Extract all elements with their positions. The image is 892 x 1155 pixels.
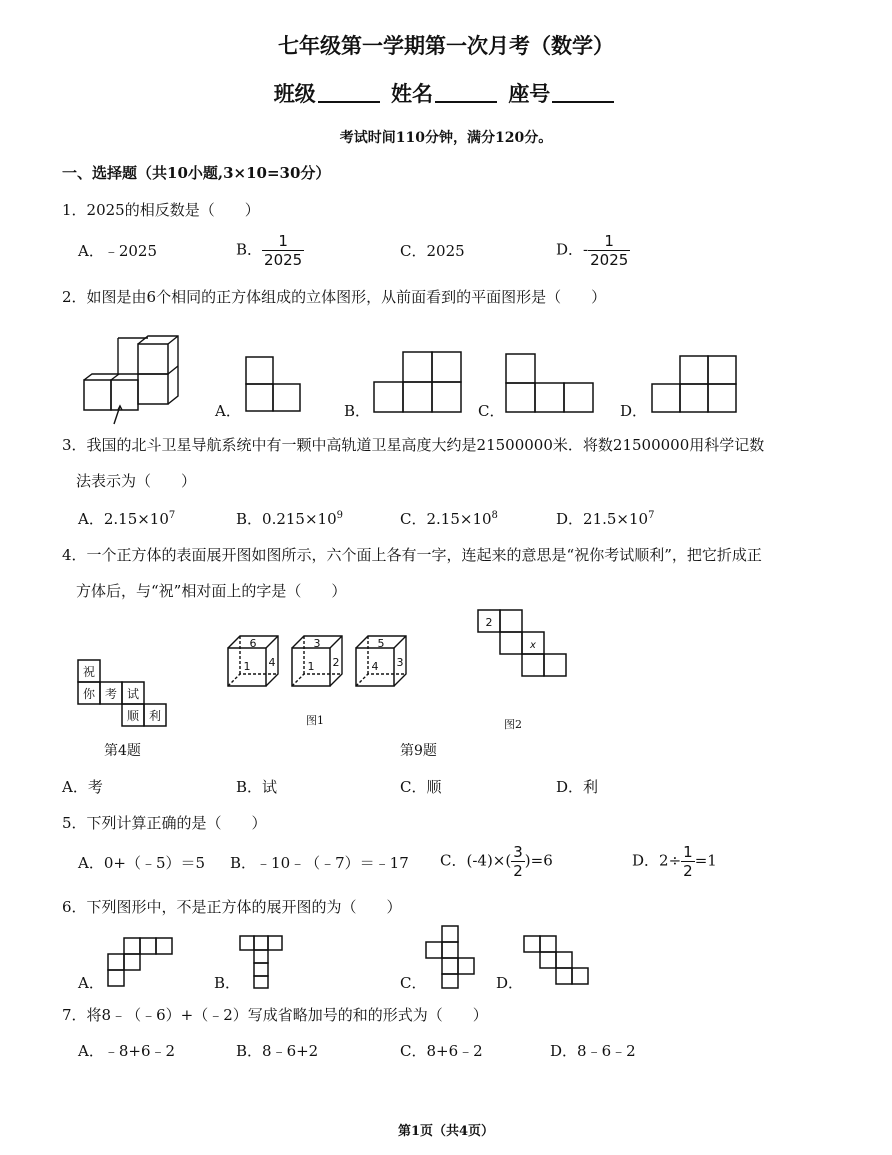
q4-option-b: B．试 [236,778,278,796]
q1-option-c: C．2025 [400,242,465,260]
fig2-label-2: 2 [485,616,493,629]
q6-option-a: A． [78,974,104,992]
q3-option-a [78,508,175,529]
q5-d-label: D． [632,851,660,870]
q1-b-label: B． [236,240,263,259]
cube-3 [356,636,406,686]
q4-option-c: C．顺 [400,778,442,796]
cube-1-top: 6 [249,637,257,650]
net-char-5: 顺 [126,709,140,723]
class-blank [318,101,380,103]
q6-figure-b [238,934,298,990]
q5-d-fraction [681,843,695,880]
q6-stem: 6．下列图形中，不是正方体的展开图的为（ ） [62,898,402,916]
q2-option-a: A． [215,402,241,420]
q6-figure-d [522,934,592,990]
exam-note: 考试时间110分钟，满分120分。 [339,130,553,146]
q2-figure-d [652,356,742,421]
q1-b-numerator: 1 [262,232,304,251]
q1-option-b [236,232,304,269]
q6-option-b: B． [214,974,241,992]
cube-1-side: 4 [268,656,276,669]
seat-blank [552,101,614,103]
q3-b-exp: 9 [336,510,343,521]
cube-2-front: 1 [307,660,315,673]
net-char-3: 考 [104,687,118,701]
q9-cubes-figure [226,634,416,694]
q3-option-d [556,508,654,529]
q9-caption: 第9题 [400,743,437,759]
q1-option-a: A．﹣2025 [78,242,158,260]
q5-d-numerator: 1 [683,843,693,861]
q3-d-exp: 7 [648,510,655,521]
fig2-caption: 图2 [504,718,522,731]
q1-d-sign: - [583,240,589,259]
q5-c-post: )=6 [524,851,553,870]
q3-a-exp: 7 [168,510,176,521]
q4-stem-line1: 4．一个正方体的表面展开图如图所示，六个面上各有一字，连起来的意思是“祝你考试顺利”，把它折成正 [62,546,762,564]
q3-d-text: D．21.5×10 [556,510,649,528]
q5-c-denominator: 2 [513,862,523,880]
q3-c-text: C．2.15×10 [400,510,492,528]
q3-option-b [236,508,343,529]
q1-stem: 1．2025的相反数是（ ） [62,201,260,219]
q5-option-c [440,843,553,880]
q4-stem-line2: 方体后，与“祝”相对面上的字是（ ） [76,582,347,600]
section-heading: 一、选择题（共10小题,3×10=30分） [62,164,331,182]
q5-c-pre: (-4)×( [466,851,512,870]
q1-d-denominator: 2025 [590,251,629,269]
student-info-line [0,78,892,108]
q6-option-d: D． [496,974,524,992]
net-char-1: 祝 [82,665,96,679]
q6-figure-a [106,936,176,988]
q2-solid-figure [78,330,188,425]
q1-option-d [556,232,630,269]
q7-stem: 7．将8﹣（﹣6）+（﹣2）写成省略加号的和的形式为（ ） [62,1006,488,1024]
net-char-4: 试 [126,687,140,701]
cube-3-top: 5 [377,637,385,650]
q3-stem-line2: 法表示为（ ） [76,472,197,490]
fig2-label-x: x [530,640,536,651]
q2-option-c: C． [478,402,505,420]
q2-figure-a [246,355,306,415]
q2-stem: 2．如图是由6个相同的正方体组成的立体图形，从前面看到的平面图形是（ ） [62,288,607,306]
q4-net-figure [78,660,178,728]
name-blank [435,101,497,103]
q3-stem-line1: 3．我国的北斗卫星导航系统中有一颗中高轨道卫星高度大约是21500000米．将数21500000用科学记数 [62,436,765,454]
name-label: 姓名 [391,81,433,106]
q6-figure-c [424,924,484,990]
q2-option-b: B． [344,402,371,420]
q3-a-text: A．2.15×10 [78,510,169,528]
q3-option-c [400,508,498,529]
q2-figure-b [374,352,464,417]
q5-option-d [632,843,717,880]
q5-option-b: B．﹣10﹣（﹣7）＝﹣17 [230,854,409,872]
q1-b-fraction [262,232,304,269]
q2-option-d: D． [620,402,648,420]
q9-net-figure [478,608,568,678]
q4-caption: 第4题 [104,743,141,759]
q1-d-label: D． [556,240,584,259]
page-footer: 第1页（共4页） [397,1124,495,1139]
q3-c-exp: 8 [491,510,498,521]
q5-c-fraction [511,843,525,880]
q1-b-denominator: 2025 [264,251,303,269]
q5-d-post: =1 [694,851,717,870]
q5-option-a: A．0+（﹣5）＝5 [78,854,206,872]
q6-option-c: C． [400,974,427,992]
q2-figure-c [506,354,596,419]
q5-c-numerator: 3 [513,843,523,861]
cube-1-front: 1 [243,660,251,673]
cube-3-side: 3 [396,656,404,669]
cube-2-side: 2 [332,656,340,669]
q3-b-text: B．0.215×10 [236,510,337,528]
q7-option-a: A．﹣8+6﹣2 [78,1042,176,1060]
q7-option-c: C．8+6﹣2 [400,1042,483,1060]
q4-option-d: D．利 [556,778,599,796]
q5-stem: 5．下列计算正确的是（ ） [62,814,267,832]
cube-1 [228,636,278,686]
fig1-caption: 图1 [306,714,324,727]
q5-d-pre: 2÷ [659,851,682,870]
q7-option-b: B．8﹣6+2 [236,1042,319,1060]
q7-option-d: D．8﹣6﹣2 [550,1042,636,1060]
cube-2 [292,636,342,686]
cube-2-top: 3 [313,637,321,650]
q5-c-label: C． [440,851,467,870]
net-char-2: 你 [82,687,96,701]
class-label: 班级 [273,81,316,106]
page-title: 七年级第一学期第一次月考（数学） [278,33,614,58]
q1-d-fraction [588,232,630,269]
q1-d-numerator: 1 [588,232,630,251]
net-char-6: 利 [148,709,162,723]
q4-option-a: A．考 [62,778,103,796]
q5-d-denominator: 2 [683,862,693,880]
cube-3-front: 4 [371,660,379,673]
seat-label: 座号 [508,81,551,106]
